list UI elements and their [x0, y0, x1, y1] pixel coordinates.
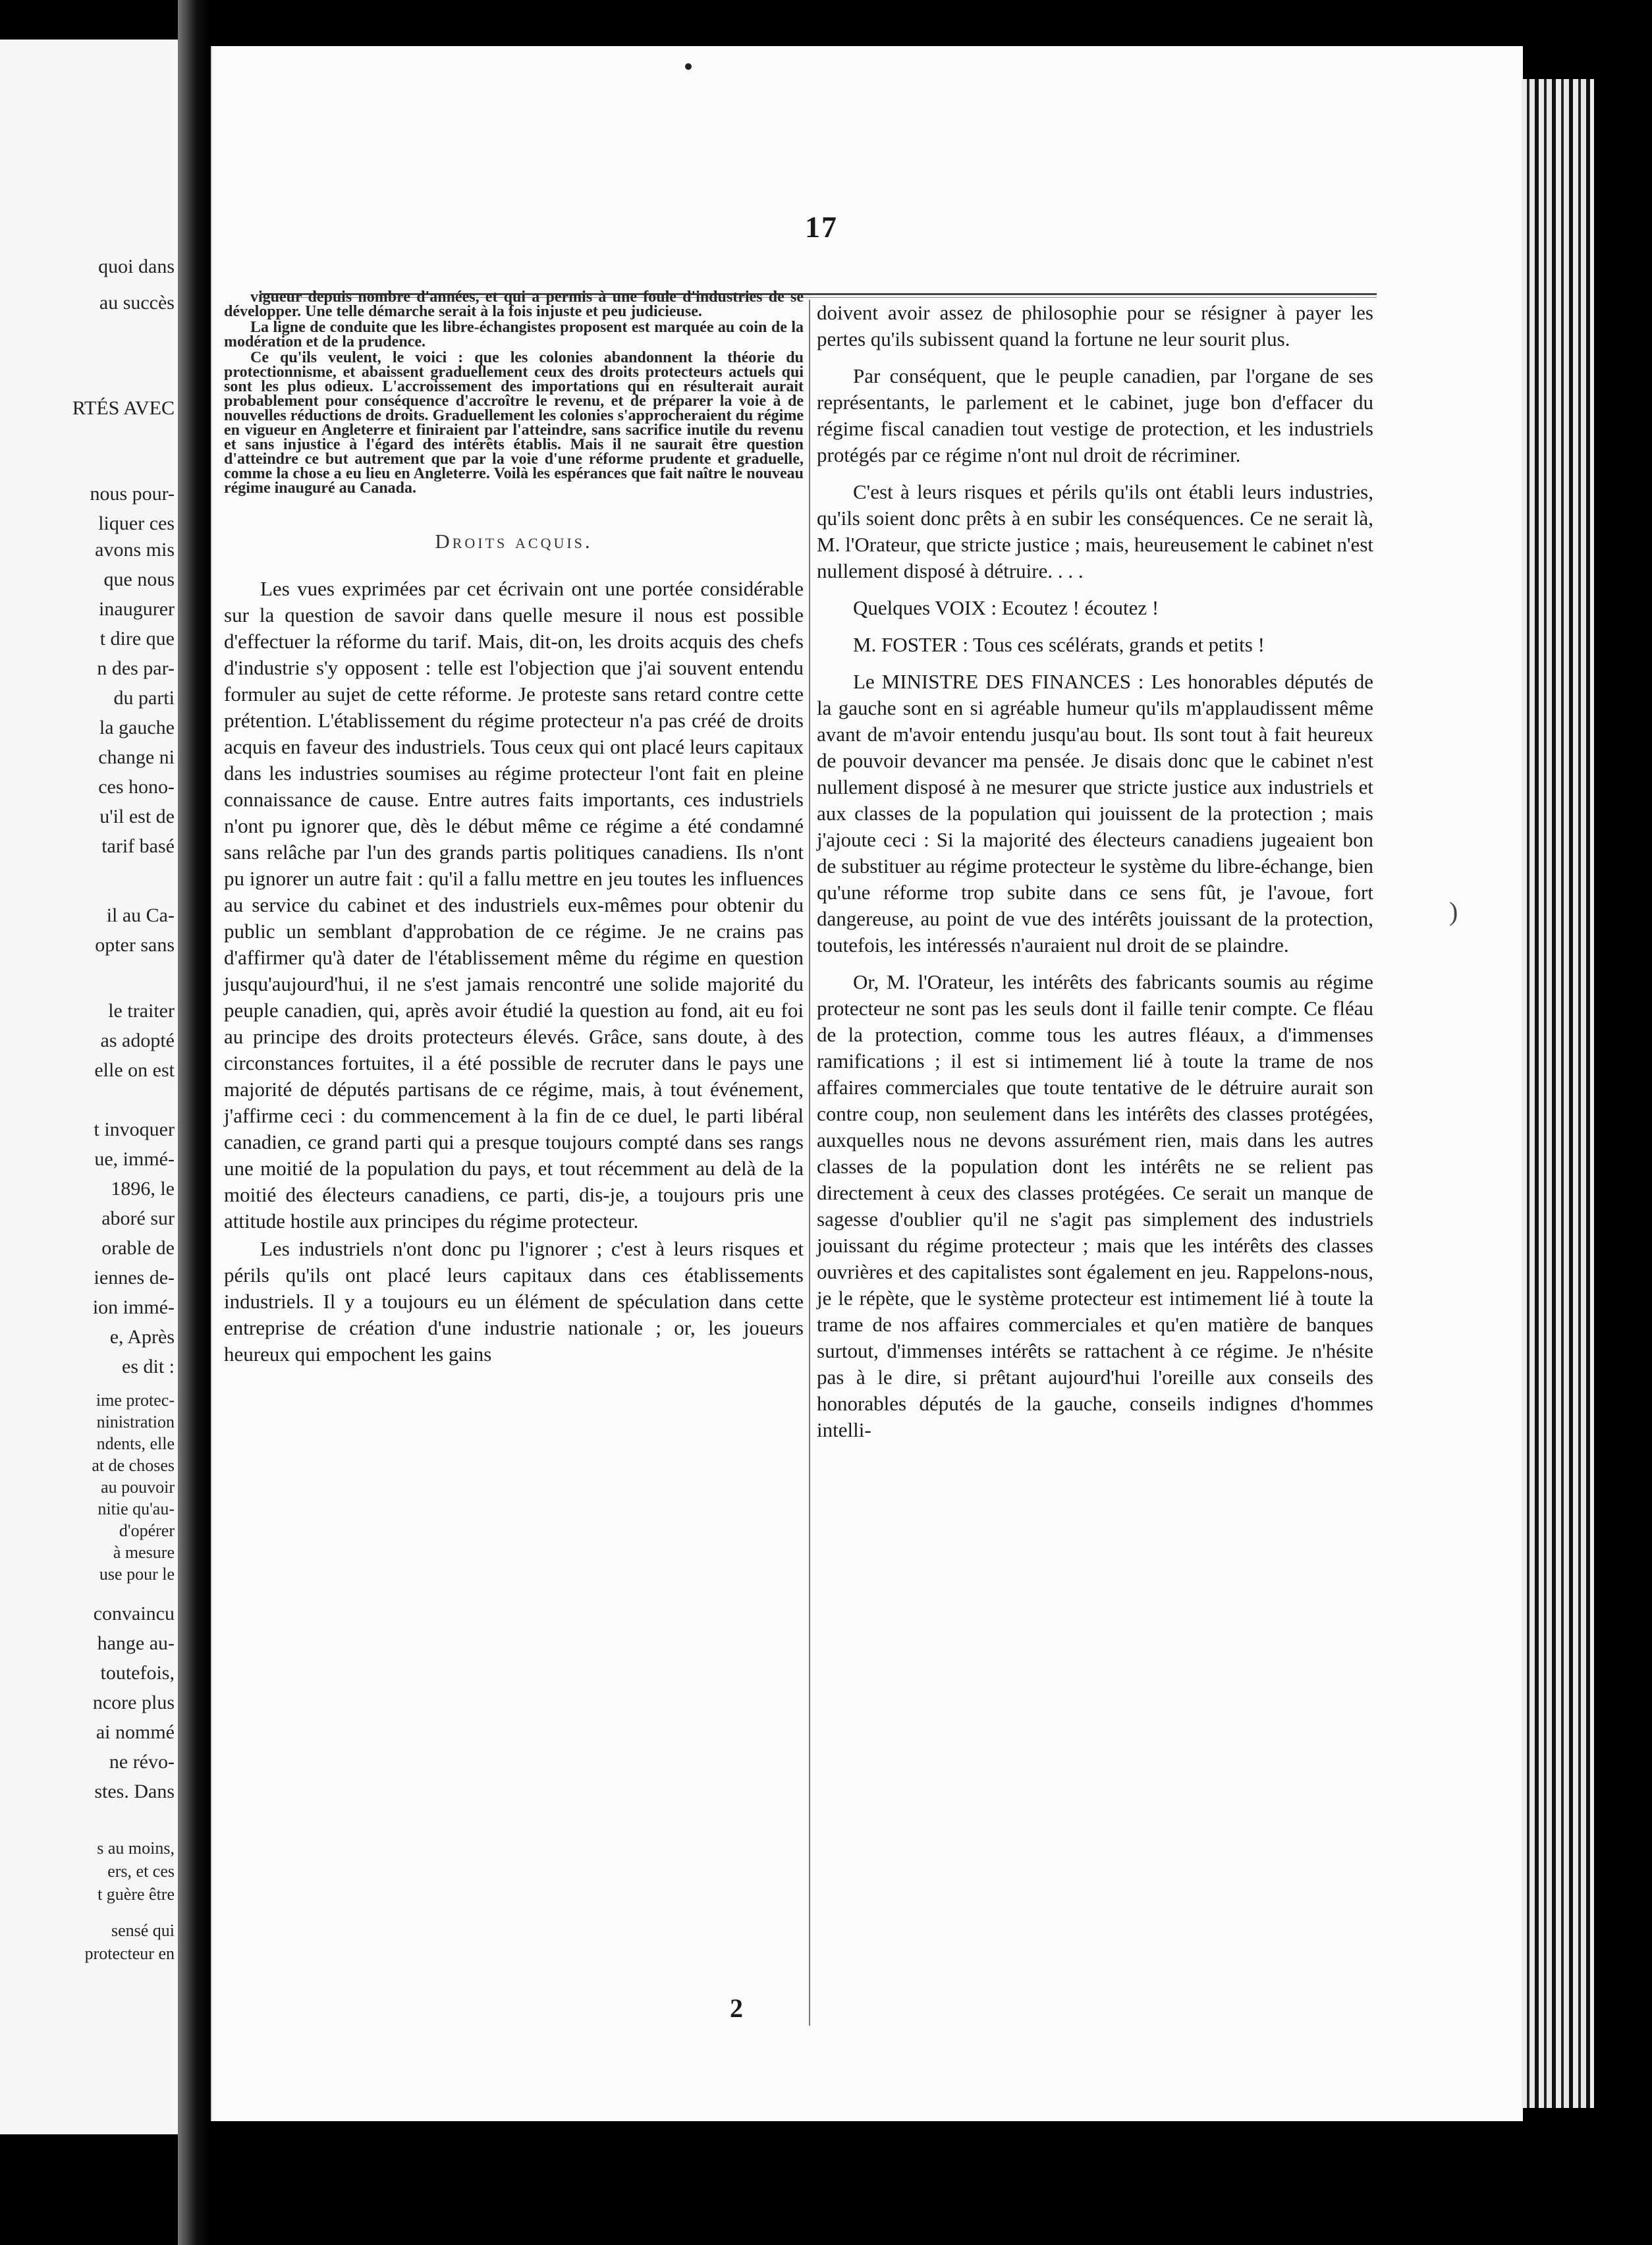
left-page-text-fragment: au succès — [99, 292, 175, 314]
left-page-text-fragment: RTÉS AVEC — [72, 397, 175, 419]
left-page-text-fragment: e, Après — [109, 1326, 175, 1348]
body-paragraph: C'est à leurs risques et périls qu'ils ont établi leurs industries, qu'ils soient donc prêts à en subir les conséquences. Ce ne serait là, M. l'Orateur, que stricte justice ; mais, heureusement le cabinet n'est nullement disposé à détruire. . . . — [817, 480, 1373, 582]
speech-paragraph: Le MINISTRE DES FINANCES : Les honorables députés de la gauche sont en si agréable humeur qu'ils m'applaudissent même avant de m'avoir entendu jusqu'au bout. Ils sont tout à fait heureux de pouvoir devancer ma pensée. Je disais donc que le cabinet n'est nullement disposé à ne mesurer que stricte justice aux industriels et aux classes de la population qui jouissent de la protection ; mais j'ajoute ceci : Si la majorité des électeurs canadiens jugeaient bon de substituer au régime protecteur le système du libre-échange, bien qu'une réforme trop subite dans ce sens fût, je l'avoue, fort dangereuse, au point de vue des intérêts jouissant de la protection, toutefois, les intéressés n'auraient nul droit de se plaindre. — [817, 670, 1373, 956]
left-page-text-fragment: nous pour- — [90, 483, 175, 505]
left-page-text-fragment: ncore plus — [92, 1692, 175, 1713]
page-edges — [1522, 79, 1594, 2108]
body-paragraph: Les vues exprimées par cet écrivain ont une portée considérable sur la question de savoir dans quelle mesure il nous est possible d'effectuer la réforme du tarif. Mais, dit-on, les droits acquis des chefs d'industrie s'y opposent : telle est l'objection que j'ai souvent entendu formuler au sujet de cette réforme. Je proteste sans retard contre cette prétention. L'établissement du régime protecteur n'a pas créé de droits acquis en faveur des industriels. Tous ceux qui ont placé leurs capitaux dans les industries soumises au régime protecteur l'ont fait en pleine connaissance de cause. Entre autres faits importants, ces industriels n'ont pu ignorer que, dès le début même ce régime a été condamné sans relâche par l'un des grands partis politiques canadiens. Ils n'ont pu ignorer un autre fait : qu'il a fallu mettre en jeu toutes les influences au service du cabinet et des industriels eux-mêmes pour obtenir du public un semblant d'approbation de ce régime. Je ne crains pas d'affirmer qu'à dater de l'établissement même du régime en question jusqu'aujourd'hui, il ne s'est jamais rencontré une solide majorité du peuple canadien, qui, après avoir étudié la question au fond, ait eu foi au principe des droits protecteurs élevés. Grâce, sans doute, à des circonstances fortuites, il a été possible de recruter dans le pays une majorité de députés partisans de ce régime, mais, à tout événement, j'affirme ceci : du commencement à la fin de ce duel, le parti libéral canadien, ce grand parti qui a presque toujours compté dans ses rangs une moitié de la population du pays, et tout récemment au delà de la moitié des électeurs canadiens, ce parti, dis-je, a toujours pris une attitude hostile aux principes du régime protecteur. — [224, 577, 804, 1233]
left-page-text-fragment: il au Ca- — [106, 904, 175, 926]
quote-paragraph: Ce qu'ils veulent, le voici : que les colonies abandonnent la théorie du protectionnisme, et abaissent graduellement ceux des droits protecteurs actuels qui sont les plus odieux. L'accroissement des importations qui en résulterait aurait probablement pour conséquence d'accroître le revenu, et de préparer la voie à de nouvelles réductions de droits. Graduellement les colonies s'approcheraient du régime en vigueur en Angleterre et finiraient par l'atteindre, sans sacrifice inutile du revenu et sans injustice à l'égard des intérêts établis. Mais il ne saurait être question d'atteindre ce but autrement que par la voie d'une réforme prudente et graduelle, comme la chose a eu lieu en Angleterre. Voilà les espérances que fait naître le nouveau régime inauguré au Canada. — [224, 349, 804, 497]
left-page-text-fragment: liquer ces — [98, 513, 175, 534]
left-column — [224, 290, 804, 1368]
margin-mark: ) — [1449, 897, 1458, 926]
left-page-text-fragment: ime protec- — [96, 1391, 175, 1410]
left-page-text-fragment: elle on est — [94, 1059, 175, 1081]
left-page-text-fragment: quoi dans — [98, 256, 175, 277]
page-number: 17 — [805, 210, 838, 244]
left-page-text-fragment: as adopté — [100, 1030, 175, 1051]
left-page-text-fragment: sensé qui — [111, 1921, 175, 1940]
left-page-text-fragment: du parti — [113, 687, 175, 709]
left-page-text-fragment: avons mis — [95, 539, 175, 561]
left-page-text-fragment: change ni — [98, 746, 175, 768]
left-page-text-fragment: tarif basé — [101, 835, 175, 857]
right-body-text — [817, 300, 1373, 1443]
left-page-text-fragment: ue, immé- — [94, 1148, 175, 1170]
left-page-text-fragment: t dire que — [99, 628, 175, 650]
left-page-text-fragment: t invoquer — [94, 1119, 175, 1140]
left-page-text-fragment: la gauche — [99, 717, 175, 738]
left-page-text-fragment: 1896, le — [111, 1178, 175, 1200]
quote-paragraph: vigueur depuis nombre d'années, et qui a permis à une foule d'industries de se développer. Une telle démarche serait à la fois injuste et peu judicieuse. — [224, 289, 804, 320]
left-page-text-fragment: ai nommé — [96, 1721, 175, 1743]
left-page-text-fragment: stes. Dans — [94, 1781, 175, 1802]
left-page-text-fragment: ers, et ces — [107, 1862, 175, 1881]
left-page-text-fragment: protecteur en — [84, 1944, 175, 1963]
interjection: M. FOSTER : Tous ces scélérats, grands et petits ! — [853, 633, 1265, 656]
left-page-text-fragment: le traiter — [108, 1000, 175, 1022]
interjection: Quelques VOIX : Ecoutez ! écoutez ! — [853, 596, 1159, 619]
left-page-text-fragment: ne révo- — [109, 1751, 175, 1773]
block-quote — [224, 290, 804, 495]
left-page-text-fragment: orable de — [101, 1237, 175, 1259]
left-page-text-fragment: t guère être — [97, 1885, 175, 1904]
left-page-text-fragment: d'opérer — [119, 1521, 175, 1540]
left-page-text-fragment: ion immé- — [92, 1296, 175, 1318]
left-page-text-fragment: es dit : — [122, 1356, 175, 1377]
left-page-text-fragment: que nous — [103, 568, 175, 590]
body-paragraph: doivent avoir assez de philosophie pour se résigner à payer les pertes qu'ils subissent quand la fortune ne leur sourit plus. — [817, 301, 1373, 350]
left-page-text-fragment: opter sans — [95, 934, 175, 956]
left-page-text-fragment: inaugurer — [99, 598, 175, 620]
left-page-text-fragment: convaincu — [93, 1603, 175, 1624]
left-page-text-fragment: ces hono- — [98, 776, 175, 798]
left-page-text-fragment: aboré sur — [101, 1207, 175, 1229]
book-gutter — [178, 0, 211, 2245]
ink-dot — [685, 63, 692, 70]
body-paragraph: Les industriels n'ont donc pu l'ignorer ; c'est à leurs risques et périls qu'ils ont placé leurs capitaux dans ces établissements industriels. Il y a toujours eu un élément de spéculation dans cette entreprise de création d'une industrie nationale ; or, les joueurs heureux qui empochent les gains — [224, 1237, 804, 1366]
signature-mark: 2 — [730, 1993, 743, 2023]
body-paragraph: Par conséquent, que le peuple canadien, par l'organe de ses représentants, le parlement et le cabinet, juge bon d'effacer du régime fiscal canadien tout vestige de protection, et les industriels protégés par ce régime n'ont nul droit de récriminer. — [817, 364, 1373, 466]
left-page-text-fragment: s au moins, — [97, 1839, 175, 1858]
left-page-text-fragment: toutefois, — [100, 1662, 175, 1684]
column-divider — [809, 300, 810, 2026]
left-page-text-fragment: iennes de- — [94, 1267, 175, 1289]
speech-paragraph: Or, M. l'Orateur, les intérêts des fabricants soumis au régime protecteur ne sont pas les seuls dont il faille tenir compte. Ce fléau de la protection, comme tous les autres fléaux, a d'immenses ramifications ; il est si intimement lié à toute la trame de nos affaires commerciales que toute tentative de le détruire aurait son contre coup, non seulement dans les intérêts des classes protégées, auxquelles nous ne devons assurément rien, mais dans les autres classes de la population dont les intérêts ne se relient pas directement à ceux des classes protégées. Ce serait un manque de sagesse d'oublier qu'il ne s'agit pas simplement des industriels jouissant du régime protecteur ; mais que les intérêts des classes ouvrières et des capitalistes sont également en jeu. Rappelons-nous, je le répète, que le système protecteur est intimement lié à toute la trame de nos affaires commerciales et qu'en matière de banques surtout, d'immenses intérêts se rattachent à ce régime. Je n'hésite pas à le dire, si prêtant aujourd'hui l'oreille aux conseils des honorables députés de la gauche, conseils indignes d'hommes intelli- — [817, 970, 1373, 1441]
left-page-text-fragment: n des par- — [97, 657, 175, 679]
left-page-text-fragment: ninistration — [96, 1412, 175, 1431]
left-page-text-fragment: au pouvoir — [101, 1478, 175, 1497]
left-page-text-fragment: à mesure — [113, 1543, 175, 1562]
left-body-text — [224, 576, 804, 1368]
left-page-text-fragment: use pour le — [99, 1565, 175, 1584]
left-page-text-fragment: at de choses — [92, 1456, 175, 1475]
left-page-text-fragment: u'il est de — [99, 806, 175, 827]
left-page-text-fragment: nitie qu'au- — [97, 1499, 175, 1518]
section-heading: Droits acquis. — [435, 530, 593, 553]
right-column — [817, 300, 1373, 1443]
left-page-text-fragment: hange au- — [97, 1632, 175, 1654]
left-page-text-fragment: ndents, elle — [96, 1434, 175, 1453]
quote-paragraph: La ligne de conduite que les libre-échangistes proposent est marquée au coin de la modération et de la prudence. — [224, 319, 804, 350]
left-facing-page — [0, 40, 178, 2134]
